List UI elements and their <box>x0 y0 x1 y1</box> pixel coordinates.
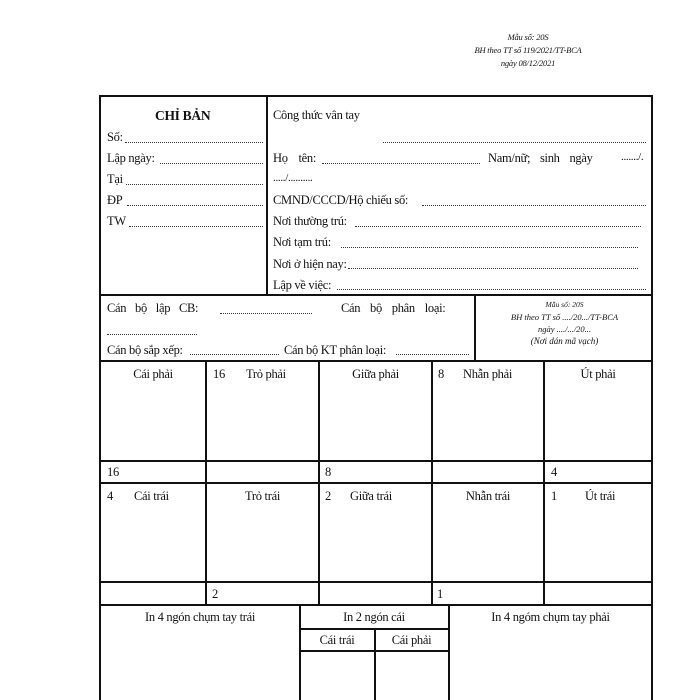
form-header <box>448 31 608 70</box>
card-title: CHỈ BẢN <box>155 108 211 123</box>
right-bottom-1: 16 <box>107 465 119 479</box>
finger-nhan-phai-num: 8 <box>438 367 444 381</box>
tai-dots <box>126 184 263 185</box>
cmnd-dots <box>422 205 646 206</box>
top-section-divider <box>266 95 268 295</box>
finger-cai-phai: Cái phải <box>133 367 173 381</box>
form-regulation: BH theo TT số 119/2021/TT-BCA <box>474 45 582 55</box>
thumb-header-line-2 <box>299 650 450 652</box>
grid-row-line-3 <box>99 581 653 583</box>
officers-divider <box>474 294 476 362</box>
cong-thuc-dots <box>383 142 646 143</box>
thumb-left-label: Cái trái <box>319 633 355 647</box>
finger-nhan-phai: Nhẫn phải <box>463 367 513 381</box>
finger-ut-phai: Út phải <box>580 367 616 381</box>
form-number: Mẫu số: 20S <box>507 32 549 42</box>
finger-tro-phai-num: 16 <box>213 367 225 381</box>
tw-label: TW <box>107 214 126 228</box>
finger-cai-trai: Cái trái <box>134 489 169 503</box>
grid-row-line-1 <box>99 460 653 462</box>
lap-ngay-label: Lập ngày: <box>107 151 155 165</box>
frame-right <box>651 95 653 700</box>
right-bottom-3: 8 <box>325 465 331 479</box>
left-bottom-2: 2 <box>212 587 218 601</box>
thumb-right-label: Cái phải <box>391 633 432 647</box>
noi-tam-tru-label: Nơi tạm trú: <box>273 235 331 249</box>
ho-ten-label: Họ tên: <box>273 151 317 165</box>
can-bo-lap-dots <box>220 313 312 314</box>
cong-thuc-label: Công thức vân tay <box>273 108 360 122</box>
date-continued: ...../.......... <box>273 172 313 184</box>
frame-top <box>99 95 653 97</box>
tw-dots <box>129 226 263 227</box>
lap-ve-viec-dots <box>337 289 646 290</box>
noi-o-dots <box>348 268 638 269</box>
dp-label: ĐP <box>107 193 123 207</box>
top-section-bottom <box>99 294 653 296</box>
can-bo-sap-xep-dots <box>190 354 279 355</box>
finger-giua-trai: Giữa trái <box>350 489 392 503</box>
thumb-header-line-1 <box>299 628 450 630</box>
can-bo-lap-dots-2 <box>107 334 197 335</box>
lap-ve-viec-label: Lập về việc: <box>273 278 332 292</box>
finger-ut-trai: Út trái <box>585 489 616 503</box>
noi-thuong-tru-label: Nơi thường trú: <box>273 214 347 228</box>
finger-nhan-trai: Nhẫn trái <box>465 489 511 503</box>
can-bo-sap-xep-label: Cán bộ sắp xếp: <box>107 343 183 357</box>
stamp-regulation: BH theo TT số ..../20.../TT-BCA <box>510 312 619 322</box>
date-tail: ......./. <box>621 151 644 163</box>
left-bottom-4: 1 <box>437 587 443 601</box>
barcode-stamp <box>477 299 652 347</box>
ho-ten-dots <box>322 163 480 164</box>
can-bo-phan-loai-label: Cán bộ phân loại: <box>341 301 446 315</box>
can-bo-kt-dots <box>396 354 469 355</box>
can-bo-lap-label: Cán bộ lập CB: <box>107 301 199 315</box>
finger-tro-trai: Trỏ trái <box>245 489 280 503</box>
nam-nu-label: Nam/nữ; sinh ngày <box>488 151 593 165</box>
barcode-placeholder: (Nơi dán mã vạch) <box>530 336 599 346</box>
noi-tam-tru-dots <box>341 247 638 248</box>
can-bo-kt-label: Cán bộ KT phân loại: <box>284 343 387 357</box>
so-dots <box>125 142 263 143</box>
right-bottom-5: 4 <box>551 465 557 479</box>
finger-giua-trai-num: 2 <box>325 489 331 503</box>
stamp-form-number: Mẫu số: 20S <box>545 300 584 309</box>
finger-ut-trai-num: 1 <box>551 489 557 503</box>
four-fingers-right-label: In 4 ngóm chụm tay phải <box>491 610 610 624</box>
so-label: Số: <box>107 130 123 144</box>
finger-cai-trai-num: 4 <box>107 489 113 503</box>
grid-row-line-2 <box>99 482 653 484</box>
officers-bottom <box>99 360 653 362</box>
two-thumbs-label: In 2 ngón cái <box>343 610 405 624</box>
noi-o-label: Nơi ở hiện nay: <box>273 257 347 271</box>
stamp-date: ngày ..../.../20... <box>537 324 592 334</box>
cmnd-label: CMND/CCCD/Hộ chiếu số: <box>273 193 409 207</box>
dp-dots <box>127 205 263 206</box>
lap-ngay-dots <box>160 163 263 164</box>
grid-row-line-4 <box>99 604 653 606</box>
form-date: ngày 08/12/2021 <box>500 58 556 68</box>
finger-giua-phai: Giữa phải <box>352 367 399 381</box>
noi-thuong-tru-dots <box>355 226 641 227</box>
tai-label: Tại <box>107 172 123 186</box>
finger-tro-phai: Trỏ phải <box>246 367 286 381</box>
four-fingers-left-label: In 4 ngón chụm tay trái <box>144 610 256 624</box>
